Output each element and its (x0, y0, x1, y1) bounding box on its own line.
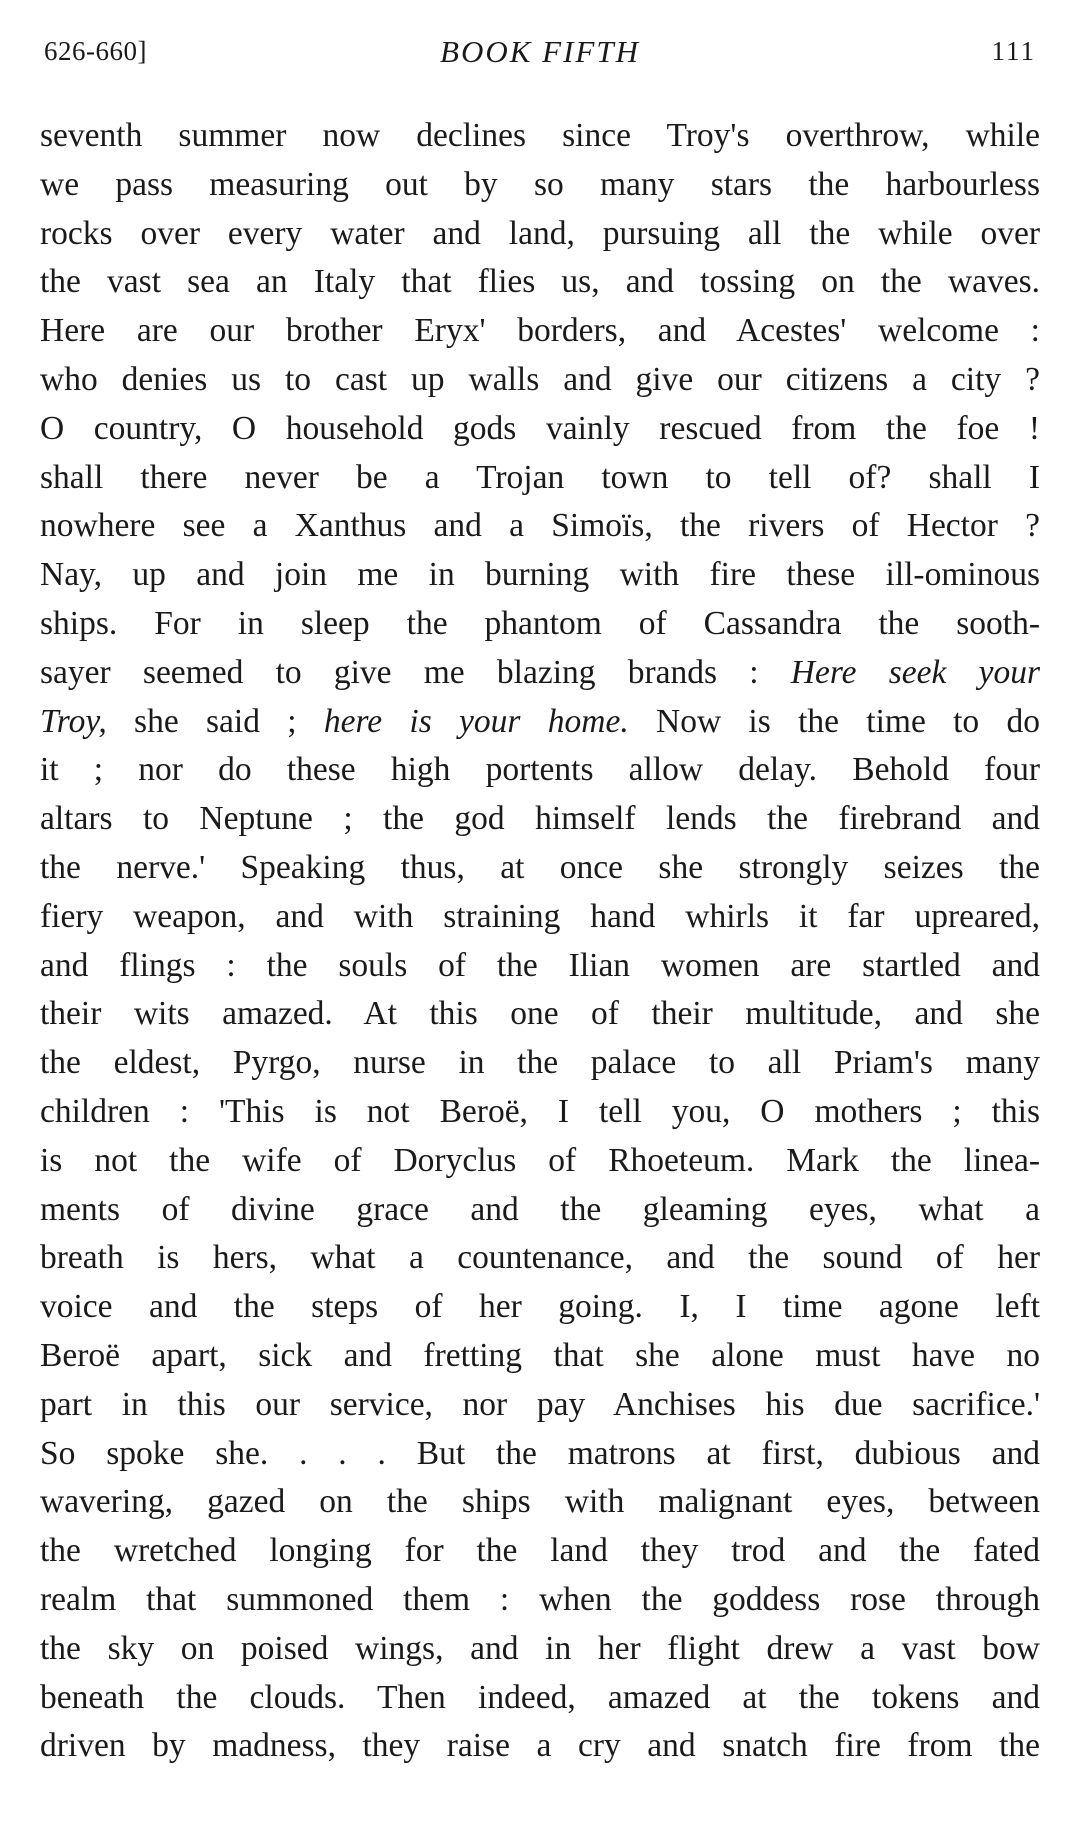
text-line: who denies us to cast up walls and give our citizens a city ? (40, 360, 1040, 398)
text-line: is not the wife of Doryclus of Rhoeteum. Mark the linea- (40, 1141, 1040, 1179)
text-line: seventh summer now declines since Troy's overthrow, while (40, 117, 1040, 154)
text-span: she said ; (106, 702, 324, 740)
italic-quote: Here seek your (790, 653, 1040, 691)
running-title: BOOK FIFTH (440, 34, 640, 69)
text-span: sayer seemed to give me blazing brands : (40, 653, 791, 691)
text-line: shall there never be a Trojan town to tell of? shall I (40, 458, 1040, 496)
text-line: ships. For in sleep the phantom of Cassandra the sooth- (40, 604, 1040, 642)
text-line: Nay, up and join me in burning with fire these ill-ominous (40, 556, 1040, 594)
text-line: altars to Neptune ; the god himself lends the firebrand and (40, 800, 1040, 838)
text-line: the sky on poised wings, and in her flight drew a vast bow (40, 1629, 1040, 1667)
text-line: beneath the clouds. Then indeed, amazed at the tokens and (40, 1678, 1040, 1716)
text-line: their wits amazed. At this one of their multitude, and she (40, 995, 1040, 1033)
text-line: the vast sea an Italy that flies us, and tossing on the waves. (40, 263, 1040, 301)
text-line: children : 'This is not Beroë, I tell you, O mothers ; this (40, 1092, 1040, 1130)
body-text (40, 112, 1040, 1771)
text-line: wavering, gazed on the ships with malignant eyes, between (40, 1483, 1040, 1521)
text-line: rocks over every water and land, pursuing all the while over (40, 214, 1040, 252)
text-line: fiery weapon, and with straining hand whirls it far upreared, (40, 897, 1040, 935)
text-line: the nerve.' Speaking thus, at once she strongly seizes the (40, 848, 1040, 886)
text-line: realm that summoned them : when the goddess rose through (40, 1580, 1040, 1618)
text-line: the eldest, Pyrgo, nurse in the palace to all Priam's many (40, 1044, 1040, 1082)
text-line: Here are our brother Eryx' borders, and Acestes' welcome : (40, 312, 1040, 350)
text-line: Beroë apart, sick and fretting that she alone must have no (40, 1336, 1040, 1374)
italic-quote: here is your home. (323, 702, 629, 740)
text-line: breath is hers, what a countenance, and the sound of her (40, 1239, 1040, 1277)
text-span: Now is the time to do (628, 702, 1040, 740)
italic-quote: Troy, (40, 702, 107, 740)
running-header (44, 36, 1036, 76)
text-line: the wretched longing for the land they trod and the fated (40, 1532, 1040, 1570)
text-line: driven by madness, they raise a cry and snatch fire from the (40, 1727, 1040, 1765)
text-line (40, 698, 1040, 747)
text-line: and flings : the souls of the Ilian women are startled and (40, 946, 1040, 984)
line-range: 626-660] (44, 36, 147, 66)
text-line (40, 649, 1040, 698)
text-line: voice and the steps of her going. I, I time agone left (40, 1288, 1040, 1326)
text-line: ments of divine grace and the gleaming eyes, what a (40, 1190, 1040, 1228)
text-line: part in this our service, nor pay Anchises his due sacrifice.' (40, 1385, 1040, 1423)
text-line: So spoke she. . . . But the matrons at first, dubious and (40, 1434, 1040, 1472)
text-line: nowhere see a Xanthus and a Simoïs, the rivers of Hector ? (40, 507, 1040, 545)
text-line: we pass measuring out by so many stars the harbourless (40, 165, 1040, 203)
text-line: O country, O household gods vainly rescued from the foe ! (40, 409, 1040, 447)
page-number: 111 (991, 36, 1036, 66)
text-line: it ; nor do these high portents allow delay. Behold four (40, 751, 1040, 789)
